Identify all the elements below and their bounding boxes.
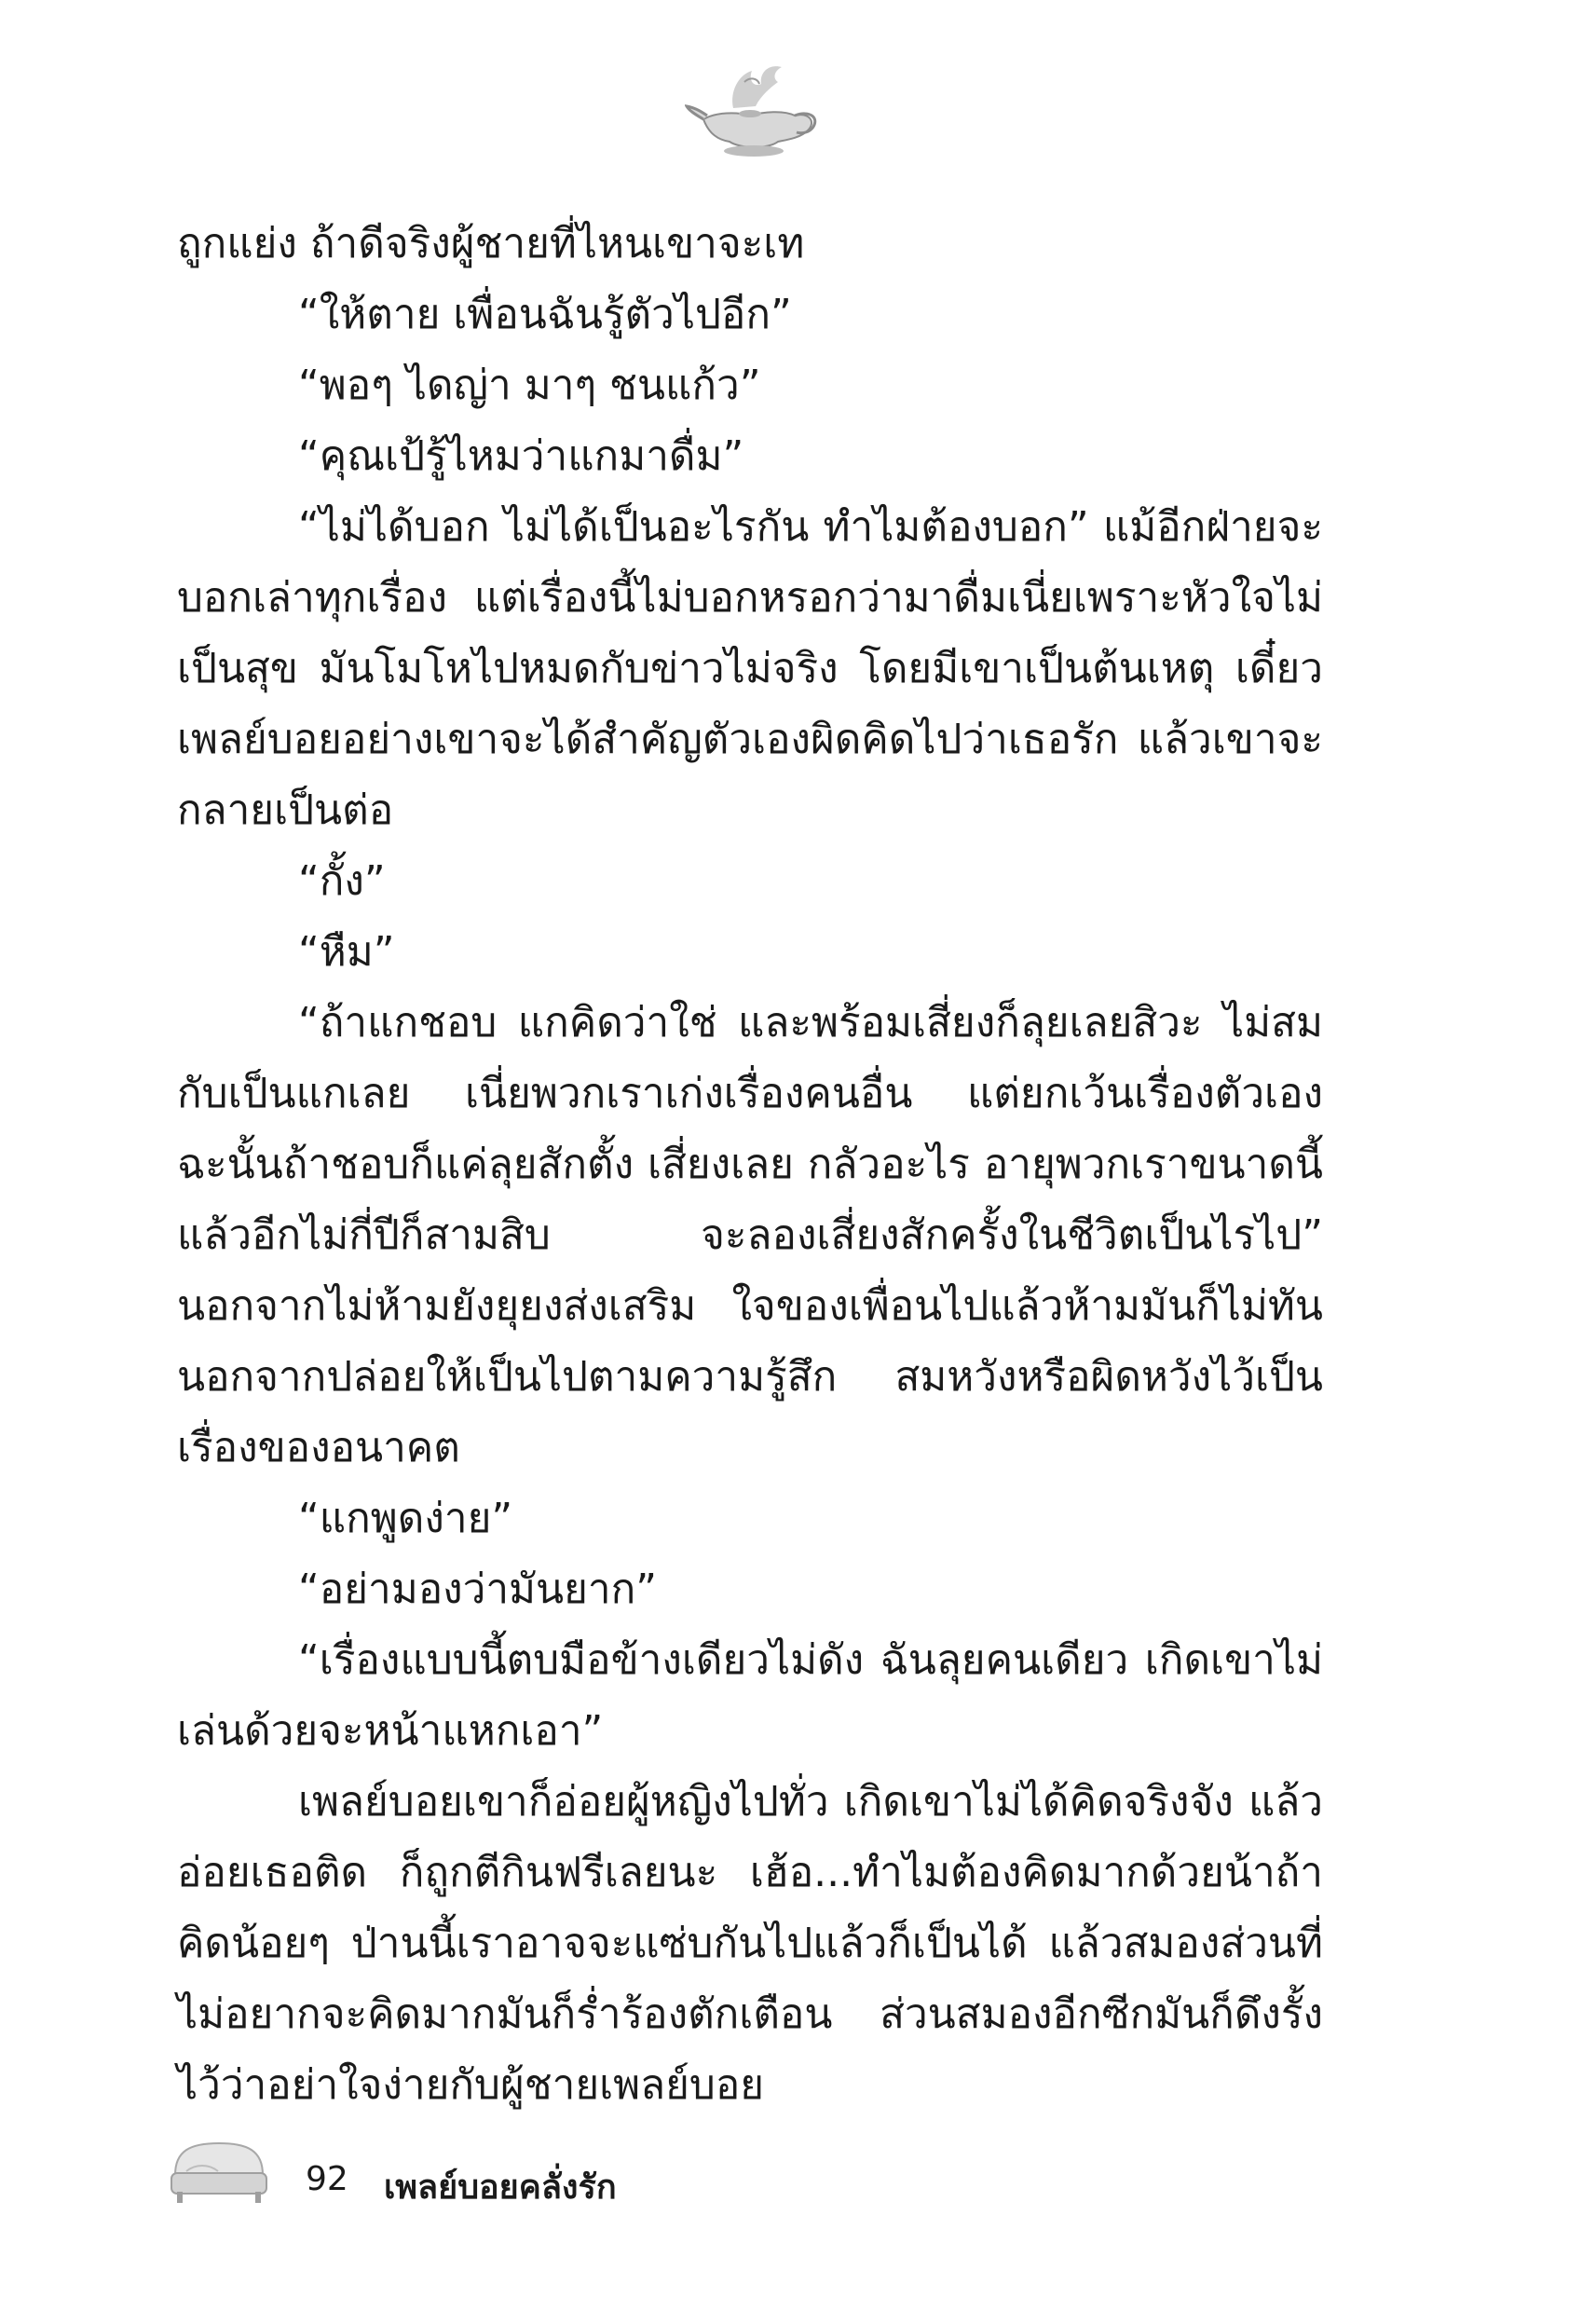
paragraph: “เรื่องแบบนี้ตบมือข้างเดียวไม่ดัง ฉันลุยคนเดียว เกิดเขาไม่เล่นด้วยจะหน้าแหกเอา”: [177, 1636, 1323, 1755]
paragraph: “กั้ง”: [298, 857, 386, 905]
genie-lamp-icon: [685, 54, 825, 166]
page-footer: [168, 2134, 820, 2227]
paragraph: “หืม”: [298, 928, 395, 976]
paragraph: “คุณเป้รู้ไหมว่าแกมาดื่ม”: [298, 432, 744, 480]
page-number: 92: [306, 2160, 348, 2198]
paragraph: “ถ้าแกชอบ แกคิดว่าใช่ และพร้อมเสี่ยงก็ลุยเลยสิวะ ไม่สมกับเป็นแกเลย เนี่ยพวกเราเก่งเรื่องคนอื่น แต่ยกเว้นเรื่องตัวเอง ฉะนั้นถ้าชอบก็แค่ลุยสักตั้ง เสี่ยงเลย กลัวอะไร อายุพวกเราขนาดนี้แล้วอีกไม่กี่ปีก็สามสิบ จะลองเสี่ยงสักครั้งในชีวิตเป็นไรไป” นอกจากไม่ห้ามยังยุยงส่งเสริม ใจของเพื่อนไปแล้วห้ามมันก็ไม่ทัน นอกจากปล่อยให้เป็นไปตามความรู้สึก สมหวังหรือผิดหวังไว้เป็นเรื่องของอนาคต: [177, 999, 1323, 1471]
paragraph: “ไม่ได้บอก ไม่ได้เป็นอะไรกัน ทำไมต้องบอก” แม้อีกฝ่ายจะบอกเล่าทุกเรื่อง แต่เรื่องนี้ไม่บอกหรอกว่ามาดื่มเนี่ยเพราะหัวใจไม่เป็นสุข มันโมโหไปหมดกับข่าวไม่จริง โดยมีเขาเป็นต้นเหตุ เดี๋ยวเพลย์บอยอย่างเขาจะได้สำคัญตัวเองผิดคิดไปว่าเธอรัก แล้วเขาจะกลายเป็นต่อ: [177, 503, 1323, 834]
paragraph: “พอๆ ไดญ่า มาๆ ชนแก้ว”: [298, 362, 761, 409]
paragraph: ถูกแย่ง ถ้าดีจริงผู้ชายที่ไหนเขาจะเท: [177, 220, 805, 267]
book-title: เพลย์บอยคลั่งรัก: [384, 2168, 617, 2207]
paragraph: “อย่ามองว่ามันยาก”: [298, 1566, 658, 1613]
paragraph: “ให้ตาย เพื่อนฉันรู้ตัวไปอีก”: [298, 291, 792, 338]
bed-icon: [168, 2134, 270, 2208]
body-text: [177, 209, 1323, 2121]
paragraph: เพลย์บอยเขาก็อ่อยผู้หญิงไปทั่ว เกิดเขาไม่ได้คิดจริงจัง แล้วอ่อยเธอติด ก็ถูกตีกินฟรีเลยนะ เฮ้อ...ทำไมต้องคิดมากด้วยน้าถ้าคิดน้อยๆ ป่านนี้เราอาจจะแซ่บกันไปแล้วก็เป็นได้ แล้วสมองส่วนที่ไม่อยากจะคิดมากมันก็ร่ำร้องตักเตือน ส่วนสมองอีกซีกมันก็ดึงรั้งไว้ว่าอย่าใจง่ายกับผู้ชายเพลย์บอย: [177, 1778, 1323, 2109]
paragraph: “แกพูดง่าย”: [298, 1495, 513, 1542]
